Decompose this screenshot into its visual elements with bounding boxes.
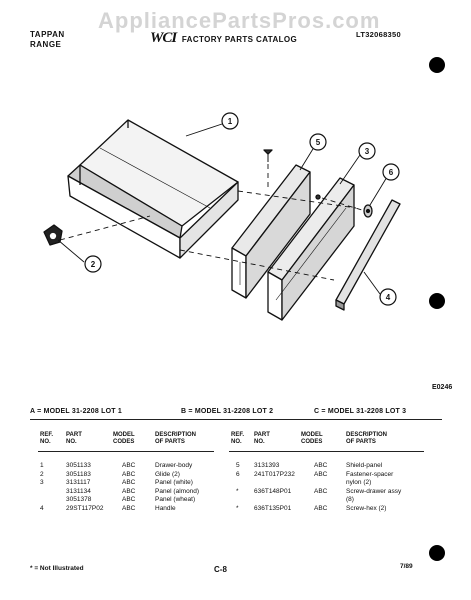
drawer-body-part — [68, 120, 238, 258]
table-row-desc: Shield-panel — [346, 462, 383, 469]
table-row-desc: Panel (white) — [155, 479, 193, 486]
table-row-part: 3051133 — [66, 462, 91, 469]
catalog-title: FACTORY PARTS CATALOG — [181, 35, 298, 44]
table-row-part: 241T017P232 — [254, 470, 295, 478]
table-row-ref — [40, 496, 60, 505]
model-c-label: C = MODEL 31-2208 LOT 3 — [314, 408, 407, 415]
svg-text:6: 6 — [388, 168, 394, 177]
callout-2 — [85, 256, 101, 272]
table-row-desc: Panel (almond) — [155, 487, 200, 495]
right-header-rule — [229, 451, 424, 452]
table-row-ref: 3 — [40, 479, 44, 486]
fastener-part — [364, 205, 372, 217]
table-row-codes: ABC — [314, 504, 328, 512]
table-row-part: 636T135P01 — [254, 504, 292, 512]
right-ref-column — [236, 462, 240, 513]
watermark-text: AppliancePartsPros.com — [98, 8, 381, 33]
table-row-ref: 5 — [236, 462, 240, 469]
header-description-right: DESCRIPTION OF PARTS — [346, 432, 388, 445]
callout-4 — [380, 289, 396, 305]
table-row-ref: 4 — [40, 504, 44, 512]
diagram-id: E0246 — [432, 384, 453, 391]
table-row-codes: ABC — [314, 462, 328, 469]
header-part-no-left: PART NO. — [66, 432, 82, 445]
header-part-no-right: PART NO. — [254, 432, 270, 445]
table-row-desc: Screw-hex (2) — [346, 504, 387, 512]
model-divider — [30, 419, 442, 420]
table-row-part: 29ST117P02 — [66, 504, 104, 512]
left-header-rule — [38, 451, 214, 452]
model-number: LT32068350 — [356, 30, 401, 39]
callout-3 — [359, 143, 375, 159]
brand-line-1: TAPPAN — [30, 30, 65, 39]
model-b-label: B = MODEL 31-2208 LOT 2 — [181, 408, 274, 415]
right-part-column — [254, 462, 295, 513]
callout-5 — [310, 134, 326, 150]
table-row-desc: Screw-drawer assy — [346, 487, 402, 495]
table-row-desc-cont: (8) — [346, 496, 354, 503]
svg-text:2: 2 — [90, 260, 96, 269]
callout-1 — [222, 113, 238, 129]
table-row-codes: ABC — [314, 487, 328, 495]
table-row-part: 3051183 — [66, 470, 91, 478]
table-row-ref — [40, 488, 60, 497]
table-row-desc: Fastener-spacer — [346, 470, 394, 478]
table-row-desc: Drawer-body — [155, 462, 193, 469]
table-row-desc: Handle — [155, 504, 176, 512]
table-row-part: 3131117 — [66, 479, 91, 486]
table-row-codes: ABC — [122, 504, 136, 512]
table-row-ref: 2 — [40, 470, 44, 478]
header-model-codes-left: MODEL CODES — [113, 432, 135, 445]
table-row-part: 3131134 — [66, 487, 91, 495]
left-part-column — [66, 462, 103, 513]
svg-text:5: 5 — [315, 138, 321, 147]
not-illustrated-note: * = Not Illustrated — [30, 565, 84, 572]
table-row-codes: ABC — [314, 470, 328, 478]
table-row-desc: Glide (2) — [155, 470, 180, 478]
header-description-left: DESCRIPTION OF PARTS — [155, 432, 197, 445]
left-desc-column — [155, 462, 199, 513]
revision-date: 7/89 — [400, 563, 413, 570]
table-row-codes: ABC — [122, 479, 136, 486]
page-number: C-8 — [214, 565, 227, 574]
model-a-label: A = MODEL 31-2208 LOT 1 — [30, 408, 122, 415]
left-codes-column — [122, 462, 135, 513]
binder-hole-bottom — [429, 545, 445, 561]
table-row-codes: ABC — [122, 496, 136, 503]
svg-text:4: 4 — [385, 293, 391, 302]
right-codes-column — [314, 462, 327, 513]
table-row-ref: 1 — [40, 462, 44, 469]
callout-6 — [383, 164, 399, 180]
svg-text:1: 1 — [227, 117, 233, 126]
table-row-ref: 6 — [236, 470, 240, 478]
right-desc-column — [346, 462, 401, 513]
svg-text:3: 3 — [364, 147, 370, 156]
table-row-desc-cont: nylon (2) — [346, 479, 372, 486]
table-row-codes: ABC — [122, 487, 136, 495]
table-row-codes: ABC — [122, 470, 136, 478]
glide-part — [44, 225, 62, 245]
left-ref-column — [40, 462, 60, 513]
table-row-part: 3131393 — [254, 462, 280, 469]
wci-logo: WCI — [150, 30, 177, 46]
brand-line-2: RANGE — [30, 40, 62, 49]
table-row-codes: ABC — [122, 462, 136, 469]
header-ref-no-right: REF. NO. — [231, 432, 245, 445]
header-ref-no-left: REF. NO. — [40, 432, 54, 445]
table-row-ref: * — [236, 504, 239, 512]
table-row-desc: Panel (wheat) — [155, 496, 196, 503]
table-row-ref: * — [236, 487, 239, 495]
table-row-part: 636T148P01 — [254, 487, 292, 495]
header-model-codes-right: MODEL CODES — [301, 432, 323, 445]
table-row-part: 3051378 — [66, 496, 92, 503]
